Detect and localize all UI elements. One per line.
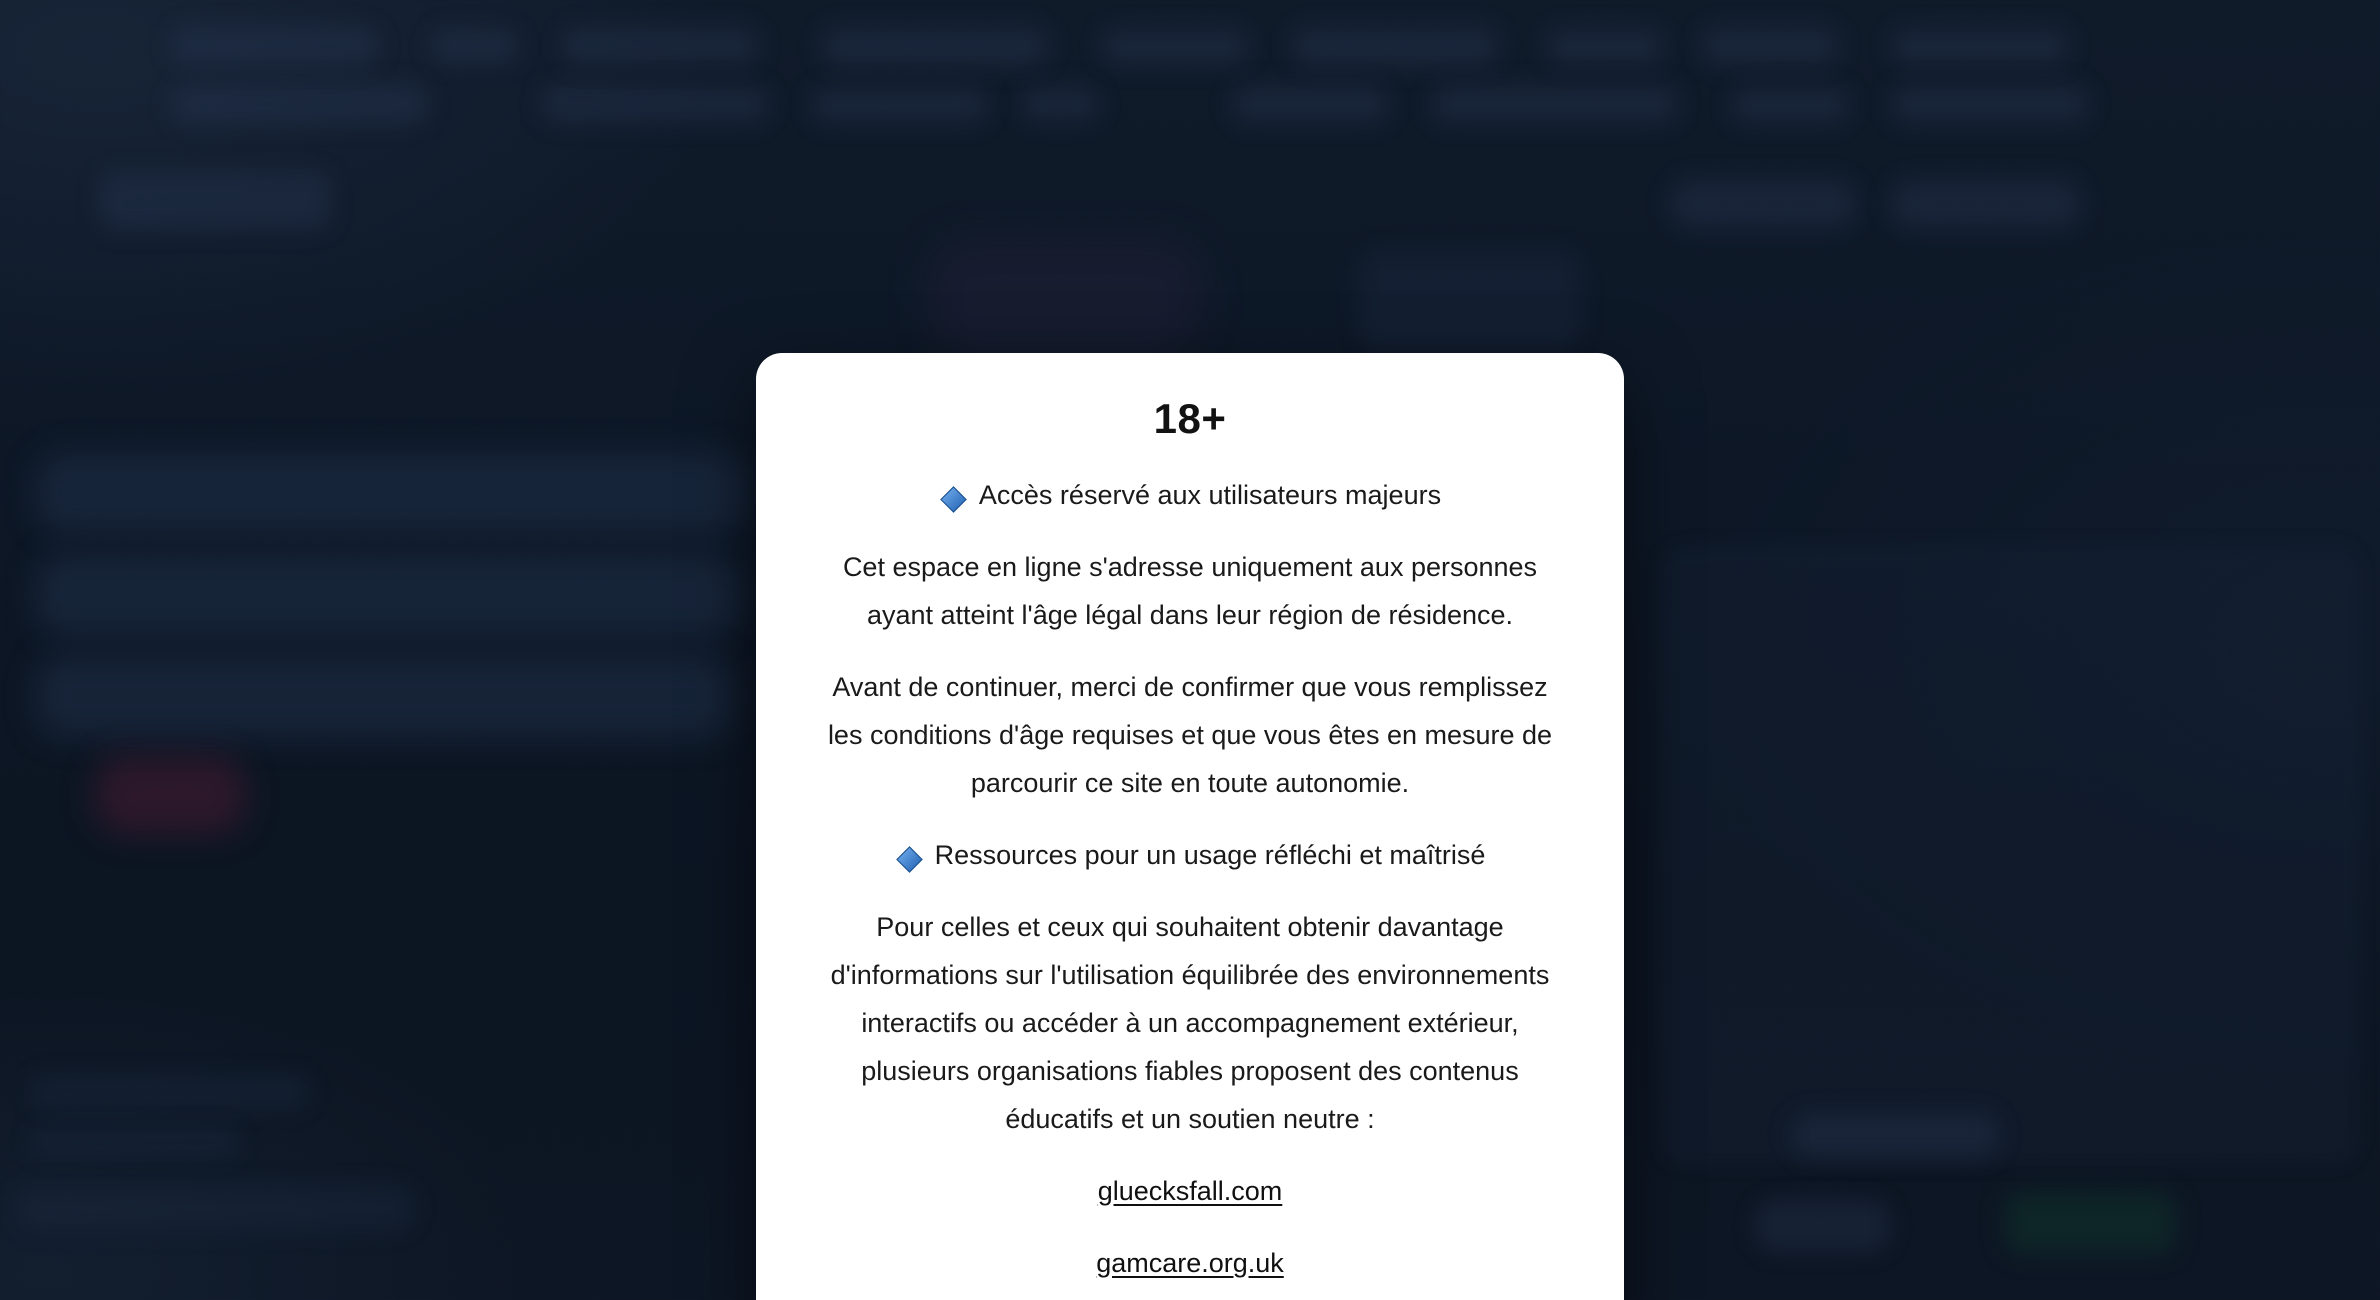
resources-heading — [816, 831, 1564, 879]
background-card-blur — [1660, 545, 2360, 1165]
confirm-paragraph: Avant de continuer, merci de confirmer que vous remplissez les conditions d'âge requises et que vous êtes en mesure de parcourir ce site en toute autonomie. — [827, 672, 1553, 798]
background-blur-shape — [1230, 84, 1390, 124]
background-blur-shape — [1020, 86, 1100, 122]
gamcare-link[interactable]: gamcare.org.uk — [1096, 1248, 1284, 1278]
background-button-blur — [2005, 1192, 2175, 1254]
background-blur-shape — [1790, 1112, 2000, 1158]
background-blur-shape — [1100, 28, 1250, 66]
background-hero-blur — [35, 654, 733, 738]
background-hero-blur — [35, 452, 747, 534]
background-blur-shape — [930, 242, 1200, 350]
blue-diamond-icon — [939, 481, 968, 510]
background-blur-shape — [540, 84, 770, 124]
resource-link-row — [816, 1239, 1564, 1287]
resource-link-row — [816, 1167, 1564, 1215]
background-accent-blur — [95, 756, 245, 834]
background-nav-blur — [1668, 178, 1858, 230]
background-blur-shape — [1700, 26, 1840, 66]
dialog-title: 18+ — [1153, 395, 1227, 442]
resources-paragraph: Pour celles et ceux qui souhaitent obtenir davantage d'informations sur l'utilisation équilibrée des environnements interactifs ou accéder à un accompagnement extérieur, plusieurs organisations fiables proposent des contenus éducatifs et un soutien neutre : — [830, 912, 1550, 1134]
background-blur-shape — [1730, 86, 1850, 124]
background-blur-shape — [1360, 250, 1580, 350]
blue-diamond-icon — [895, 841, 924, 870]
background-blur-shape — [1890, 84, 2090, 124]
background-blur-shape — [1430, 84, 1680, 124]
background-blur-shape — [30, 1128, 240, 1156]
adults-only-heading-text: Accès réservé aux utilisateurs majeurs — [978, 480, 1442, 510]
background-blur-shape — [1545, 28, 1665, 66]
background-blur-shape — [1890, 28, 2070, 66]
background-blur-shape — [1290, 26, 1500, 68]
background-blur-shape — [820, 26, 1050, 68]
age-legal-paragraph: Cet espace en ligne s'adresse uniquement aux personnes ayant atteint l'âge légal dans leur région de résidence. — [842, 552, 1538, 630]
background-blur-shape — [30, 1075, 310, 1109]
resources-heading-text: Ressources pour un usage réfléchi et maîtrisé — [934, 840, 1486, 870]
background-nav-blur — [1888, 178, 2083, 230]
background-hero-blur — [35, 553, 740, 637]
background-blur-shape — [170, 84, 430, 124]
gluecksfall-link[interactable]: gluecksfall.com — [1097, 1176, 1283, 1206]
background-blur-shape — [430, 28, 520, 64]
background-button-blur — [1755, 1200, 1890, 1252]
adults-only-heading — [816, 471, 1564, 519]
background-blur-shape — [810, 86, 990, 124]
age-gate-dialog — [756, 353, 1624, 1300]
background-logo-blur — [100, 172, 330, 230]
background-blur-shape — [560, 26, 760, 66]
background-blur-shape — [15, 1185, 415, 1231]
background-blur-shape — [170, 26, 380, 66]
